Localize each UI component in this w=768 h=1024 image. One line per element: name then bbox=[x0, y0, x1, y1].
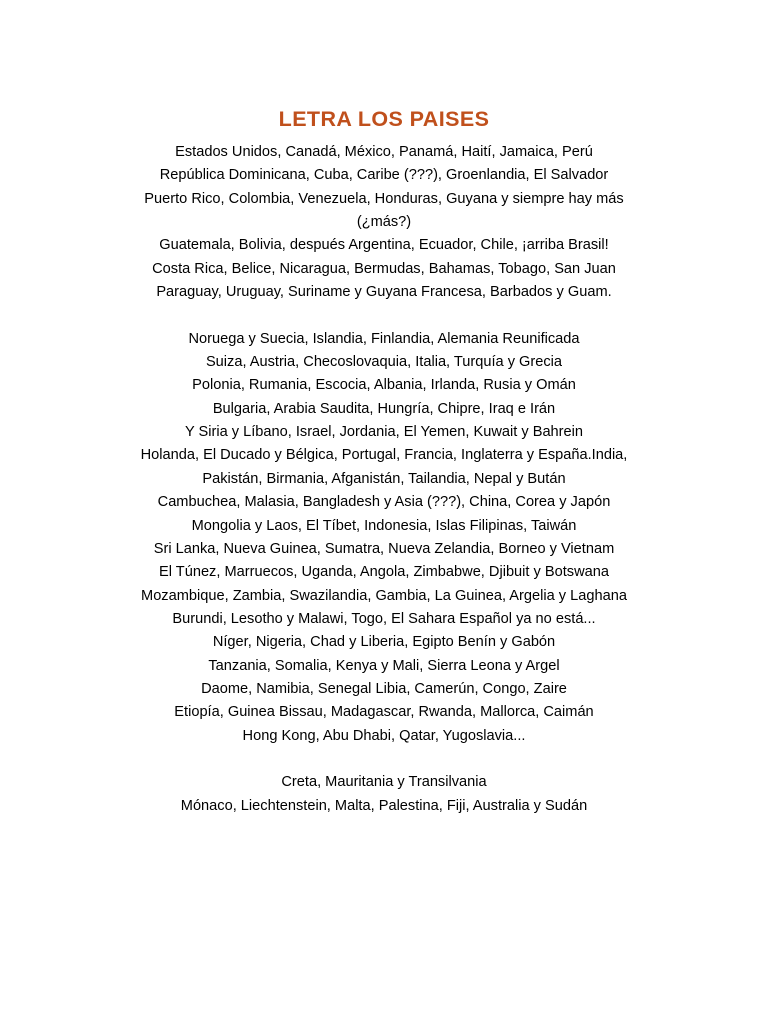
lyric-line: Noruega y Suecia, Islandia, Finlandia, Alemania Reunificada bbox=[188, 330, 580, 347]
page-title: LETRA LOS PAISES bbox=[278, 107, 490, 131]
lyric-line: Costa Rica, Belice, Nicaragua, Bermudas, Bahamas, Tobago, San Juan bbox=[152, 260, 616, 277]
stanza-1 bbox=[0, 141, 768, 304]
lyric-line: Pakistán, Birmania, Afganistán, Tailandia, Nepal y Bután bbox=[202, 470, 566, 487]
lyric-line: Níger, Nigeria, Chad y Liberia, Egipto Benín y Gabón bbox=[212, 634, 556, 651]
lyrics-body bbox=[0, 141, 768, 818]
lyric-line: Polonia, Rumania, Escocia, Albania, Irlanda, Rusia y Omán bbox=[192, 377, 576, 394]
lyric-line: Sri Lanka, Nueva Guinea, Sumatra, Nueva Zelandia, Borneo y Vietnam bbox=[153, 540, 615, 557]
lyric-line: República Dominicana, Cuba, Caribe (???), Groenlandia, El Salvador bbox=[159, 167, 609, 184]
lyric-line: Mónaco, Liechtenstein, Malta, Palestina, Fiji, Australia y Sudán bbox=[180, 797, 588, 814]
lyric-line: Etiopía, Guinea Bissau, Madagascar, Rwanda, Mallorca, Caimán bbox=[174, 704, 594, 721]
lyric-line: Mongolia y Laos, El Tíbet, Indonesia, Islas Filipinas, Taiwán bbox=[191, 517, 577, 534]
lyric-line: Guatemala, Bolivia, después Argentina, Ecuador, Chile, ¡arriba Brasil! bbox=[159, 237, 609, 254]
stanza-spacer bbox=[0, 748, 768, 771]
lyric-line: Suiza, Austria, Checoslovaquia, Italia, Turquía y Grecia bbox=[205, 354, 563, 371]
stanza-2 bbox=[0, 328, 768, 748]
lyric-line: Cambuchea, Malasia, Bangladesh y Asia (???), China, Corea y Japón bbox=[157, 494, 611, 511]
lyric-line: Holanda, El Ducado y Bélgica, Portugal, Francia, Inglaterra y España.India, bbox=[140, 447, 628, 464]
lyric-line: Mozambique, Zambia, Swazilandia, Gambia, La Guinea, Argelia y Laghana bbox=[141, 587, 627, 604]
lyric-line: Bulgaria, Arabia Saudita, Hungría, Chipre, Iraq e Irán bbox=[212, 400, 556, 417]
lyric-line: Y Siria y Líbano, Israel, Jordania, El Yemen, Kuwait y Bahrein bbox=[184, 424, 584, 441]
lyric-line: Burundi, Lesotho y Malawi, Togo, El Sahara Español ya no está... bbox=[172, 610, 596, 627]
lyric-line: Puerto Rico, Colombia, Venezuela, Honduras, Guyana y siempre hay más bbox=[144, 190, 624, 207]
lyric-line: (¿más?) bbox=[356, 214, 412, 231]
lyric-line: Creta, Mauritania y Transilvania bbox=[281, 774, 487, 791]
stanza-3 bbox=[0, 771, 768, 818]
lyric-line: Estados Unidos, Canadá, México, Panamá, Haití, Jamaica, Perú bbox=[175, 144, 593, 160]
lyric-line: Paraguay, Uruguay, Suriname y Guyana Francesa, Barbados y Guam. bbox=[156, 284, 612, 301]
lyric-line: El Túnez, Marruecos, Uganda, Angola, Zimbabwe, Djibuit y Botswana bbox=[159, 564, 609, 581]
lyric-line: Daome, Namibia, Senegal Libia, Camerún, Congo, Zaire bbox=[201, 680, 567, 697]
stanza-spacer bbox=[0, 304, 768, 327]
lyric-line: Hong Kong, Abu Dhabi, Qatar, Yugoslavia... bbox=[242, 727, 526, 744]
lyric-line: Tanzania, Somalia, Kenya y Mali, Sierra Leona y Argel bbox=[208, 657, 560, 674]
